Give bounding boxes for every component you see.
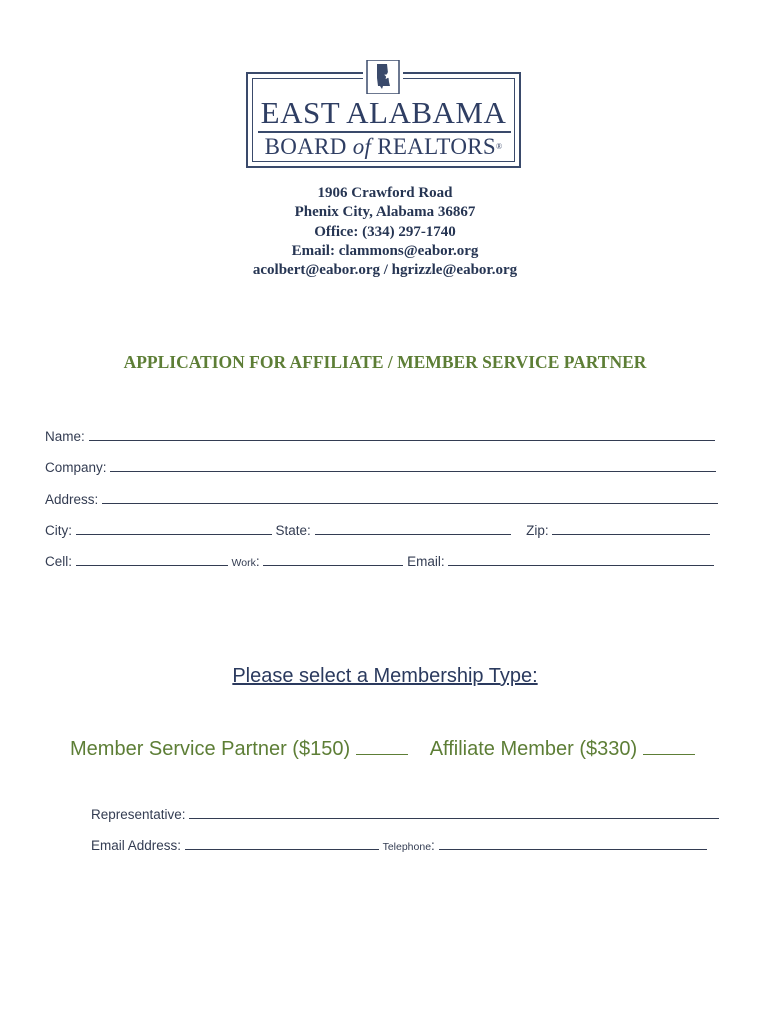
contact-row: Cell: Work: Email:	[45, 553, 714, 569]
primary-email: Email: clammons@eabor.org	[291, 242, 479, 259]
representative-label: Representative:	[91, 807, 186, 822]
state-label: State:	[275, 523, 311, 538]
city-label: City:	[45, 523, 72, 538]
city-row	[45, 522, 710, 538]
city-state-zip: Phenix City, Alabama 36867	[294, 204, 476, 221]
address-label: Address:	[45, 492, 99, 507]
work-field[interactable]	[263, 553, 403, 566]
member-service-partner-option: Member Service Partner ($150)	[70, 738, 351, 760]
office-phone: Office: (334) 297-1740	[314, 223, 456, 240]
cell-label: Cell:	[45, 554, 73, 569]
contact-block	[0, 184, 770, 280]
logo-title-line1: EAST ALABAMA	[260, 95, 507, 130]
logo-title-line2: BOARD of REALTORS®	[264, 134, 503, 159]
state-field[interactable]	[315, 522, 511, 535]
email-field[interactable]	[448, 553, 714, 566]
telephone-field[interactable]	[439, 837, 707, 850]
cell-field[interactable]	[76, 553, 228, 566]
affiliate-member-option: Affiliate Member ($330)	[429, 738, 638, 760]
name-label: Name:	[45, 429, 85, 444]
representative-field[interactable]	[189, 806, 719, 819]
affiliate-member-blank[interactable]	[643, 738, 695, 755]
application-title: APPLICATION FOR AFFILIATE / MEMBER SERVICE PARTNER	[123, 352, 647, 372]
secondary-emails: acolbert@eabor.org / hgrizzle@eabor.org	[252, 262, 518, 279]
street-address: 1906 Crawford Road	[317, 185, 453, 201]
eabor-logo	[246, 60, 523, 171]
membership-options	[70, 738, 695, 761]
address-row	[45, 491, 718, 507]
email-label: Email:	[407, 554, 445, 569]
name-field[interactable]	[89, 428, 715, 441]
telephone-label: Telephone	[382, 841, 432, 853]
membership-prompt: Please select a Membership Type:	[232, 665, 538, 687]
company-label: Company:	[45, 460, 107, 475]
email-address-field[interactable]	[185, 837, 379, 850]
city-field[interactable]	[76, 522, 272, 535]
company-field[interactable]	[110, 459, 716, 472]
work-label: Work	[231, 557, 256, 569]
email-address-label: Email Address:	[91, 838, 182, 853]
member-service-partner-blank[interactable]	[356, 738, 408, 755]
company-row	[45, 459, 716, 475]
rep-contact-row: Email Address: Telephone:	[91, 837, 707, 853]
alabama-state-icon	[363, 60, 403, 94]
zip-field[interactable]	[552, 522, 710, 535]
zip-label: Zip:	[526, 523, 549, 538]
address-field[interactable]	[102, 491, 718, 504]
representative-row	[91, 806, 719, 822]
name-row	[45, 428, 715, 444]
